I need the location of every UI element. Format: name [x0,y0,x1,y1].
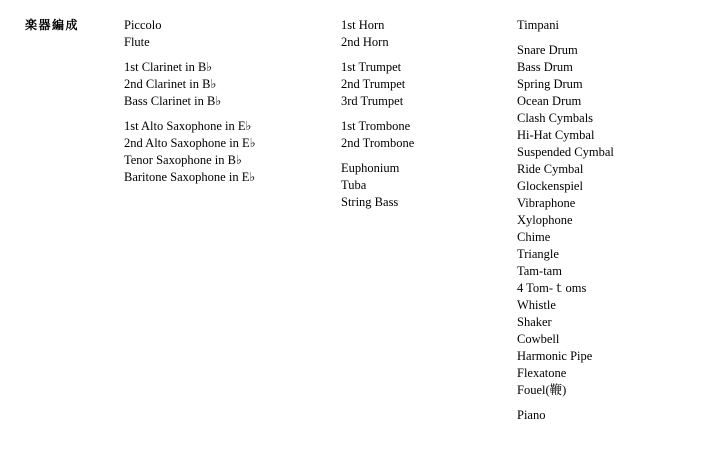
instrumentation-heading: 楽器編成 [25,18,80,32]
instrument-group-horns [341,17,414,51]
instrument-item: Xylophone [517,213,573,227]
instrument-item: 1st Clarinet in B♭ [124,60,213,74]
instrument-item: 2nd Clarinet in B♭ [124,77,217,91]
instrument-item: Chime [517,230,551,244]
instrument-item: Tuba [341,178,367,192]
instrument-group-timpani [517,17,614,34]
instrument-item: Shaker [517,315,552,329]
instrument-item: Snare Drum [517,43,578,57]
instrument-column-percussion [517,17,614,424]
instrument-item: Timpani [517,18,559,32]
instrument-item: String Bass [341,195,399,209]
instrument-group-percussion [517,42,614,399]
instrument-item: Ocean Drum [517,94,582,108]
instrument-group-keyboard [517,407,614,424]
instrument-item: 3rd Trumpet [341,94,404,108]
instrument-item: Glockenspiel [517,179,583,193]
instrument-item: 1st Trumpet [341,60,402,74]
instrument-item: Piccolo [124,18,162,32]
instrument-group-trombones [341,118,414,152]
instrument-item: 1st Alto Saxophone in E♭ [124,119,252,133]
instrument-item: 1st Trombone [341,119,411,133]
instrument-item: Flexatone [517,366,567,380]
instrument-item: Whistle [517,298,556,312]
instrument-item: 2nd Trombone [341,136,415,150]
instrument-item: Bass Drum [517,60,573,74]
instrument-item: Cowbell [517,332,560,346]
instrument-item: 2nd Horn [341,35,389,49]
instrument-item: Tam-tam [517,264,562,278]
instrument-item: 1st Horn [341,18,385,32]
instrument-item: Euphonium [341,161,400,175]
instrument-item: Bass Clarinet in B♭ [124,94,222,108]
instrument-group-saxophones [124,118,256,186]
instrument-item: Vibraphone [517,196,576,210]
instrument-item: 2nd Trumpet [341,77,406,91]
instrument-column-brass [341,17,414,211]
instrument-item: 2nd Alto Saxophone in E♭ [124,136,256,150]
instrument-item: Ride Cymbal [517,162,584,176]
instrument-item: Piano [517,408,546,422]
instrument-item: Flute [124,35,150,49]
instrument-group-low-brass [341,160,414,211]
instrument-group-flutes [124,17,256,51]
instrument-item: Clash Cymbals [517,111,594,125]
instrument-item: Baritone Saxophone in E♭ [124,170,256,184]
instrument-group-trumpets [341,59,414,110]
instrument-group-clarinets [124,59,256,110]
instrument-item: Harmonic Pipe [517,349,593,363]
instrument-item: Triangle [517,247,559,261]
instrument-item: Tenor Saxophone in B♭ [124,153,242,167]
instrument-item: Fouel(鞭) [517,383,567,397]
instrument-column-woodwinds [124,17,256,186]
instrument-item: Hi-Hat Cymbal [517,128,595,142]
instrument-item: Suspended Cymbal [517,145,614,159]
instrument-item: Spring Drum [517,77,583,91]
instrument-item: 4 Tom-ｔoms [517,281,587,295]
